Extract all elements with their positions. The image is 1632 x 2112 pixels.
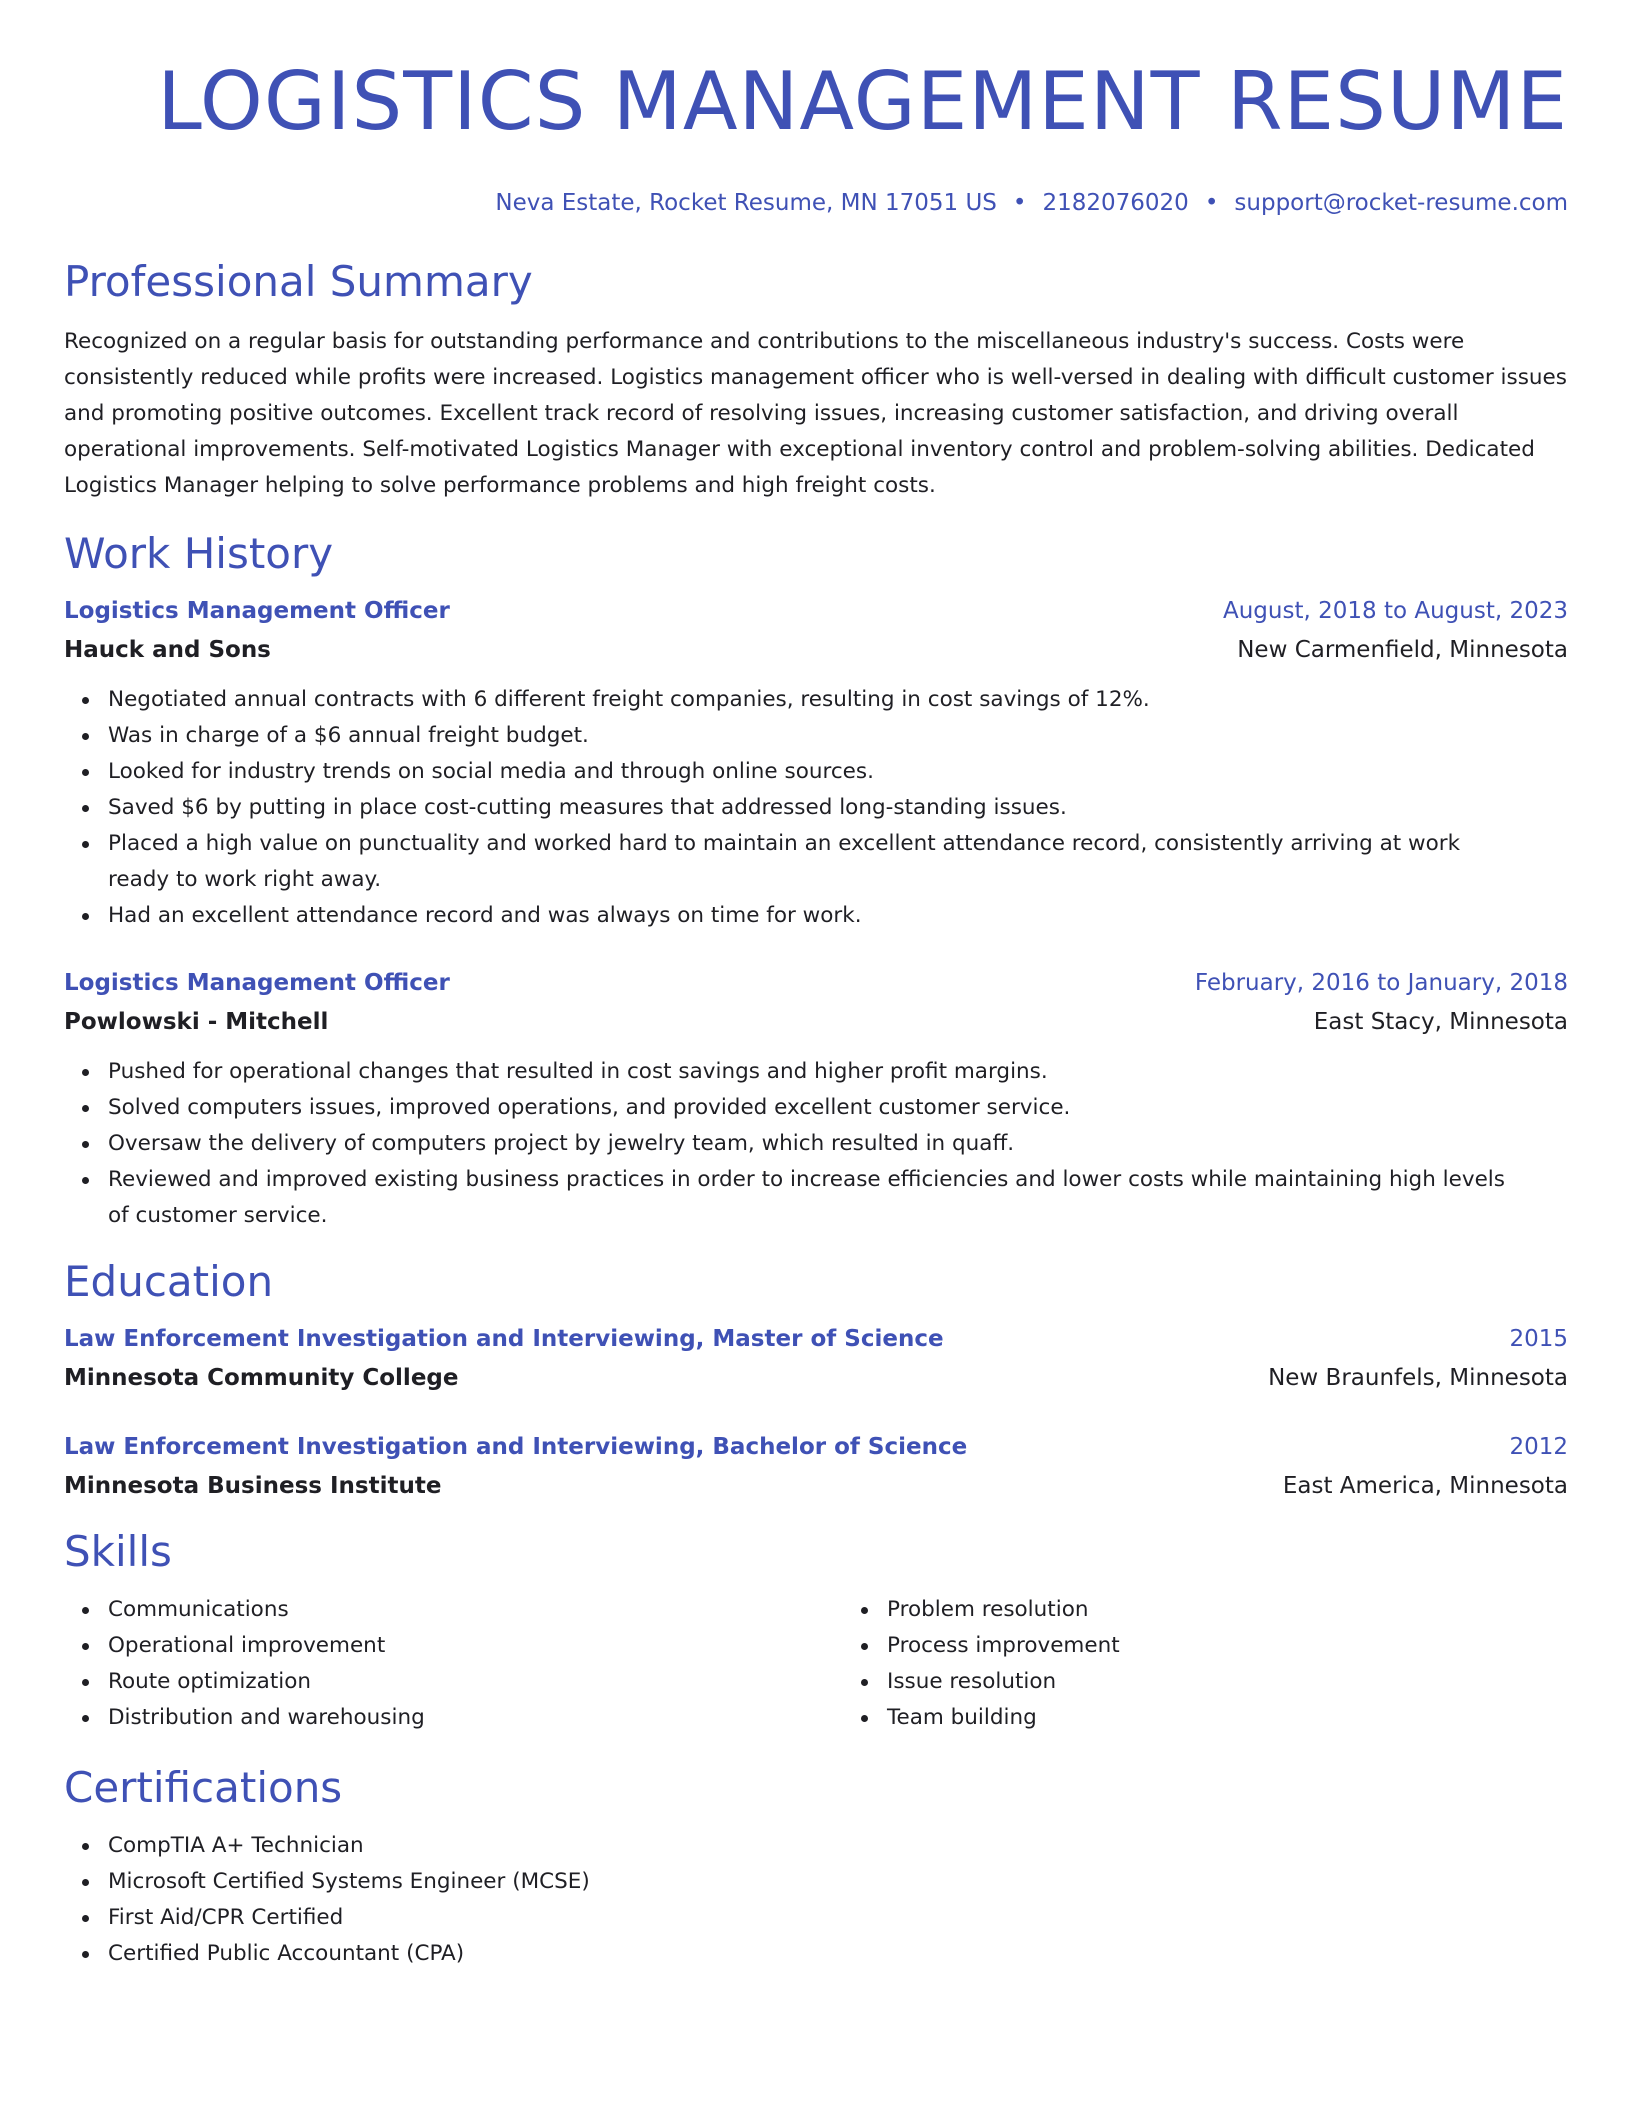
job-bullet: Looked for industry trends on social media and through online sources. xyxy=(108,754,1568,790)
skills-grid xyxy=(64,1592,1568,1736)
job-company-row xyxy=(64,1002,1568,1042)
education-year: 2015 xyxy=(1509,1326,1568,1352)
section-title-certifications: Certifications xyxy=(64,1763,343,1812)
education-school: Minnesota Business Institute xyxy=(64,1473,442,1499)
job-bullet: Pushed for operational changes that resulted in cost savings and higher profit margins. xyxy=(108,1054,1568,1090)
job-bullet: Solved computers issues, improved operations, and provided excellent customer service. xyxy=(108,1090,1568,1126)
education-header-row xyxy=(64,1320,1568,1358)
job-bullets xyxy=(64,682,1568,934)
contact-separator: • xyxy=(1012,190,1027,216)
job-title: Logistics Management Officer xyxy=(64,970,450,996)
section-title-skills: Skills xyxy=(64,1527,172,1576)
skills-list-right xyxy=(843,1592,1622,1736)
summary-text: Recognized on a regular basis for outstanding performance and contributions to the miscellaneous industry's success. Costs were consistently reduced while profits were increased. Logistics management officer who is well-versed in dealing with difficult customer issues and promoting positive outcomes. Excellent track record of resolving issues, increasing customer satisfaction, and driving overall operational improvements. Self-motivated Logistics Manager with exceptional inventory control and problem-solving abilities. Dedicated Logistics Manager helping to solve performance problems and high freight costs. xyxy=(64,329,1567,498)
certification-item: Certified Public Accountant (CPA) xyxy=(108,1936,1568,1972)
job-company: Hauck and Sons xyxy=(64,637,271,663)
work-history-section xyxy=(64,528,1568,1234)
education-entry xyxy=(64,1428,1568,1506)
job-bullet: Reviewed and improved existing business practices in order to increase efficiencies and lower costs while maintaining high levels of customer service. xyxy=(108,1162,1568,1234)
job-bullet: Had an excellent attendance record and was always on time for work. xyxy=(108,898,1568,934)
resume-title: LOGISTICS MANAGEMENT RESUME xyxy=(157,55,1568,148)
job-location: New Carmenfield, Minnesota xyxy=(1237,637,1568,663)
section-title-work-history: Work History xyxy=(64,529,334,578)
job-bullet: Oversaw the delivery of computers project by jewelry team, which resulted in quaff. xyxy=(108,1126,1568,1162)
job-location: East Stacy, Minnesota xyxy=(1313,1009,1568,1035)
section-title-summary: Professional Summary xyxy=(64,257,533,306)
contact-address: Neva Estate, Rocket Resume, MN 17051 US xyxy=(495,190,997,216)
contact-line xyxy=(64,188,1568,218)
certification-item: Microsoft Certified Systems Engineer (MCSE) xyxy=(108,1864,1568,1900)
education-location: East America, Minnesota xyxy=(1282,1473,1568,1499)
job-bullet: Saved $6 by putting in place cost-cutting measures that addressed long-standing issues. xyxy=(108,790,1568,826)
job-bullet: Was in charge of a $6 annual freight budget. xyxy=(108,718,1568,754)
job-dates: February, 2016 to January, 2018 xyxy=(1194,970,1568,996)
skill-item: Process improvement xyxy=(887,1628,1622,1664)
summary-section xyxy=(64,256,1568,504)
resume-header xyxy=(64,0,1568,218)
job-company-row xyxy=(64,630,1568,670)
education-entry xyxy=(64,1320,1568,1398)
skills-list-left xyxy=(64,1592,843,1736)
skill-item: Route optimization xyxy=(108,1664,843,1700)
job-entry xyxy=(64,592,1568,934)
job-bullet: Negotiated annual contracts with 6 different freight companies, resulting in cost savings of 12%. xyxy=(108,682,1568,718)
skill-item: Team building xyxy=(887,1700,1622,1736)
education-school-row xyxy=(64,1358,1568,1398)
education-section xyxy=(64,1256,1568,1506)
education-degree: Law Enforcement Investigation and Interviewing, Master of Science xyxy=(64,1326,944,1352)
education-degree: Law Enforcement Investigation and Interviewing, Bachelor of Science xyxy=(64,1434,968,1460)
certification-item: CompTIA A+ Technician xyxy=(108,1828,1568,1864)
contact-email[interactable]: support@rocket-resume.com xyxy=(1234,190,1568,216)
job-bullets xyxy=(64,1054,1568,1234)
education-school-row xyxy=(64,1466,1568,1506)
skill-item: Distribution and warehousing xyxy=(108,1700,843,1736)
education-location: New Braunfels, Minnesota xyxy=(1268,1365,1568,1391)
certifications-section xyxy=(64,1762,1568,1972)
skills-section xyxy=(64,1526,1568,1736)
certifications-list xyxy=(64,1828,1568,1972)
job-bullet: Placed a high value on punctuality and worked hard to maintain an excellent attendance record, consistently arriving at work ready to work right away. xyxy=(108,826,1568,898)
skill-item: Communications xyxy=(108,1592,843,1628)
education-year: 2012 xyxy=(1509,1434,1568,1460)
section-title-education: Education xyxy=(64,1257,274,1306)
certification-item: First Aid/CPR Certified xyxy=(108,1900,1568,1936)
contact-phone: 2182076020 xyxy=(1042,190,1189,216)
education-header-row xyxy=(64,1428,1568,1466)
contact-separator: • xyxy=(1204,190,1219,216)
job-title: Logistics Management Officer xyxy=(64,598,450,624)
skill-item: Operational improvement xyxy=(108,1628,843,1664)
skill-item: Problem resolution xyxy=(887,1592,1622,1628)
job-header-row xyxy=(64,592,1568,630)
education-school: Minnesota Community College xyxy=(64,1365,459,1391)
job-company: Powlowski - Mitchell xyxy=(64,1009,329,1035)
job-dates: August, 2018 to August, 2023 xyxy=(1223,598,1568,624)
job-header-row xyxy=(64,964,1568,1002)
skill-item: Issue resolution xyxy=(887,1664,1622,1700)
job-entry xyxy=(64,964,1568,1234)
